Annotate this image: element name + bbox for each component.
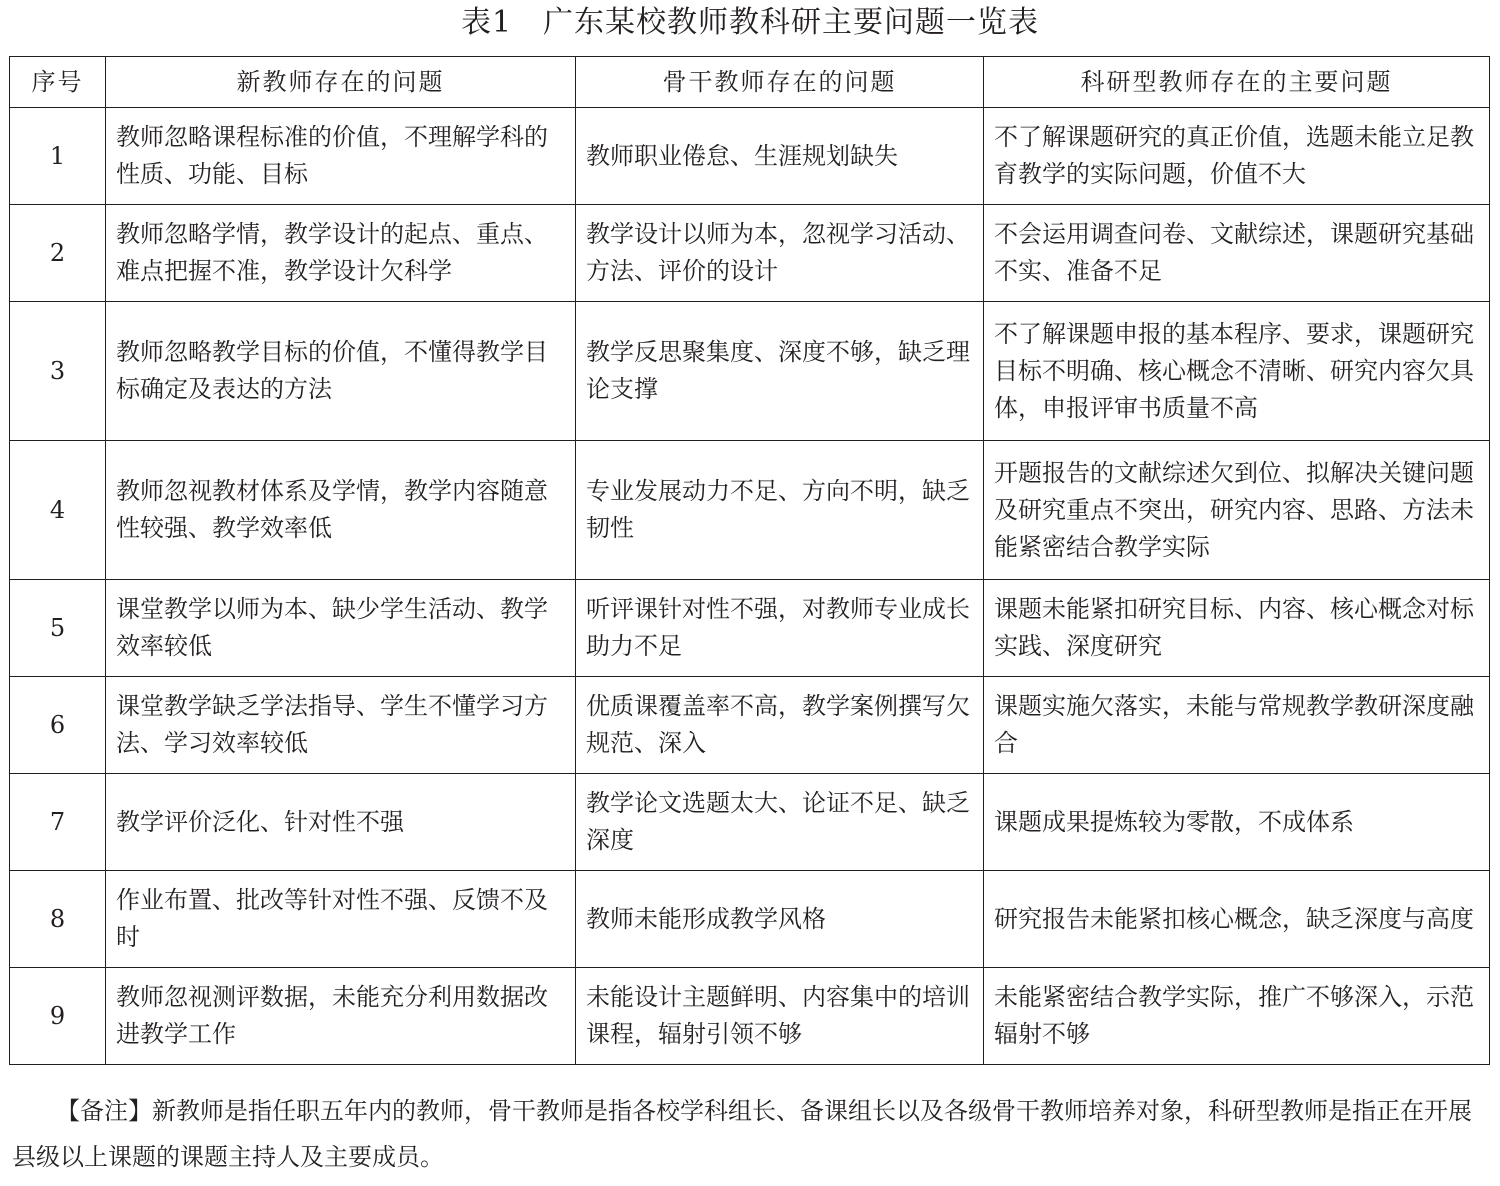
cell-new-teacher: 课堂教学缺乏学法指导、学生不懂学习方法、学习效率较低 bbox=[106, 677, 576, 774]
cell-new-teacher: 教师忽略学情，教学设计的起点、重点、难点把握不准，教学设计欠科学 bbox=[106, 205, 576, 302]
cell-backbone-teacher: 未能设计主题鲜明、内容集中的培训课程，辐射引领不够 bbox=[576, 968, 984, 1065]
row-index: 7 bbox=[10, 774, 106, 871]
cell-backbone-teacher: 教学设计以师为本，忽视学习活动、方法、评价的设计 bbox=[576, 205, 984, 302]
table-row bbox=[10, 108, 1490, 205]
table-row bbox=[10, 205, 1490, 302]
row-index: 8 bbox=[10, 871, 106, 968]
table-row bbox=[10, 774, 1490, 871]
row-index: 2 bbox=[10, 205, 106, 302]
cell-new-teacher: 教师忽略教学目标的价值，不懂得教学目标确定及表达的方法 bbox=[106, 302, 576, 441]
cell-backbone-teacher: 优质课覆盖率不高，教学案例撰写欠规范、深入 bbox=[576, 677, 984, 774]
cell-backbone-teacher: 专业发展动力不足、方向不明，缺乏韧性 bbox=[576, 441, 984, 580]
cell-research-teacher: 未能紧密结合教学实际，推广不够深入，示范辐射不够 bbox=[984, 968, 1490, 1065]
cell-research-teacher: 课题未能紧扣研究目标、内容、核心概念对标实践、深度研究 bbox=[984, 580, 1490, 677]
cell-research-teacher: 开题报告的文献综述欠到位、拟解决关键问题及研究重点不突出，研究内容、思路、方法未能紧密结合教学实际 bbox=[984, 441, 1490, 580]
table-header-row bbox=[10, 57, 1490, 108]
cell-research-teacher: 课题成果提炼较为零散，不成体系 bbox=[984, 774, 1490, 871]
cell-new-teacher: 作业布置、批改等针对性不强、反馈不及时 bbox=[106, 871, 576, 968]
table-title: 表1 广东某校教师教科研主要问题一览表 bbox=[460, 5, 1040, 40]
row-index: 9 bbox=[10, 968, 106, 1065]
cell-new-teacher: 教学评价泛化、针对性不强 bbox=[106, 774, 576, 871]
cell-backbone-teacher: 教学反思聚集度、深度不够，缺乏理论支撑 bbox=[576, 302, 984, 441]
table-row bbox=[10, 580, 1490, 677]
cell-research-teacher: 不了解课题申报的基本程序、要求，课题研究目标不明确、核心概念不清晰、研究内容欠具体，申报评审书质量不高 bbox=[984, 302, 1490, 441]
cell-backbone-teacher: 听评课针对性不强，对教师专业成长助力不足 bbox=[576, 580, 984, 677]
row-index: 6 bbox=[10, 677, 106, 774]
header-backbone-teacher: 骨干教师存在的问题 bbox=[576, 57, 984, 108]
cell-research-teacher: 研究报告未能紧扣核心概念，缺乏深度与高度 bbox=[984, 871, 1490, 968]
header-research-teacher: 科研型教师存在的主要问题 bbox=[984, 57, 1490, 108]
cell-backbone-teacher: 教师职业倦怠、生涯规划缺失 bbox=[576, 108, 984, 205]
cell-research-teacher: 不会运用调查问卷、文献综述，课题研究基础不实、准备不足 bbox=[984, 205, 1490, 302]
cell-new-teacher: 课堂教学以师为本、缺少学生活动、教学效率较低 bbox=[106, 580, 576, 677]
row-index: 3 bbox=[10, 302, 106, 441]
table-footnote: 【备注】新教师是指任职五年内的教师，骨干教师是指各校学科组长、备课组长以及各级骨干教师培养对象，科研型教师是指正在开展县级以上课题的课题主持人及主要成员。 bbox=[12, 1097, 1472, 1171]
cell-new-teacher: 教师忽视测评数据，未能充分利用数据改进教学工作 bbox=[106, 968, 576, 1065]
cell-research-teacher: 不了解课题研究的真正价值，选题未能立足教育教学的实际问题，价值不大 bbox=[984, 108, 1490, 205]
table-row bbox=[10, 302, 1490, 441]
row-index: 5 bbox=[10, 580, 106, 677]
table-row bbox=[10, 968, 1490, 1065]
header-new-teacher: 新教师存在的问题 bbox=[106, 57, 576, 108]
problems-table bbox=[9, 56, 1490, 1065]
table-row bbox=[10, 871, 1490, 968]
cell-backbone-teacher: 教学论文选题太大、论证不足、缺乏深度 bbox=[576, 774, 984, 871]
table-row bbox=[10, 441, 1490, 580]
header-index: 序号 bbox=[10, 57, 106, 108]
row-index: 4 bbox=[10, 441, 106, 580]
cell-research-teacher: 课题实施欠落实，未能与常规教学教研深度融合 bbox=[984, 677, 1490, 774]
cell-backbone-teacher: 教师未能形成教学风格 bbox=[576, 871, 984, 968]
table-row bbox=[10, 677, 1490, 774]
cell-new-teacher: 教师忽略课程标准的价值，不理解学科的性质、功能、目标 bbox=[106, 108, 576, 205]
row-index: 1 bbox=[10, 108, 106, 205]
cell-new-teacher: 教师忽视教材体系及学情，教学内容随意性较强、教学效率低 bbox=[106, 441, 576, 580]
